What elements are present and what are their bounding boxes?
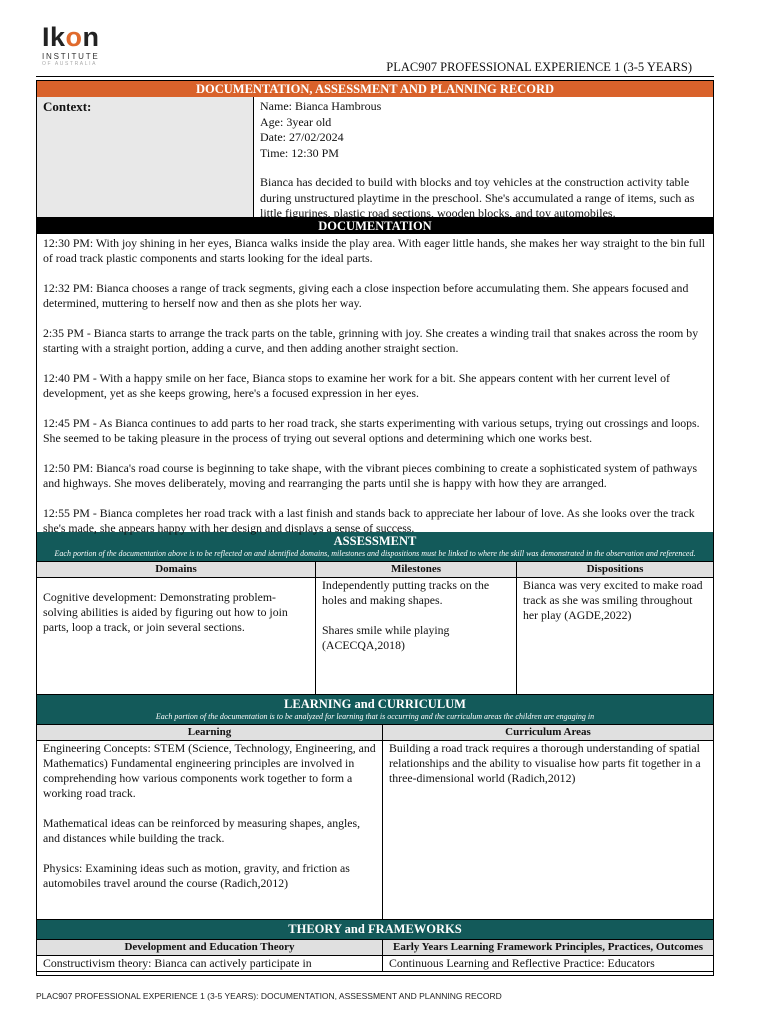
observation-entry: 12:32 PM: Bianca chooses a range of track segments, giving each a close inspection before accumulating them. She appears focused and determined, muttering to herself now and then as she plots her way.	[43, 281, 689, 310]
assessment-table	[37, 561, 713, 695]
assessment-title: ASSESSMENT	[333, 534, 417, 548]
milestones-header: Milestones	[316, 562, 517, 578]
theory-table	[37, 939, 713, 972]
assessment-header	[37, 532, 713, 561]
context-details	[254, 97, 713, 220]
observation-entry: 12:30 PM: With joy shining in her eyes, Bianca walks inside the play area. With eager little hands, she makes her way straight to the bin full of road track plastic components and starts looking for the ideal parts.	[43, 236, 706, 265]
context-section	[37, 97, 713, 218]
header-divider	[36, 76, 714, 77]
child-name: Name: Bianca Hambrous	[260, 99, 382, 113]
ikon-institute-logo	[42, 24, 100, 67]
dispositions-cell: Bianca was very excited to make road track as she was smiling throughout her play (AGDE,2022)	[517, 578, 714, 695]
context-description: Bianca has decided to build with blocks and toy vehicles at the construction activity table during unstructured playtime in the preschool. She's accumulated a range of items, such as little figurines, plastic road sections, wooden blocks, and toy automobiles.	[260, 175, 695, 220]
milestones-cell: Independently putting tracks on the holes and making shapes. Shares smile while playing (ACECQA,2018)	[316, 578, 517, 695]
documentation-body	[37, 234, 713, 535]
theory-column-header: Development and Education Theory	[37, 940, 383, 956]
observation-entry: 12:55 PM - Bianca completes her road track with a last finish and stands back to appreciate her labour of love. As she looks over the track she's made, she appears happy with her design and displays a sense of success.	[43, 506, 695, 535]
domains-cell: Cognitive development: Demonstrating problem-solving abilities is aided by figuring out how to join parts, loop a track, or join several sections.	[37, 578, 316, 695]
logo-subtitle: INSTITUTE	[42, 52, 100, 61]
theory-header	[37, 920, 713, 939]
eylf-cell: Continuous Learning and Reflective Practice: Educators	[383, 956, 714, 972]
observation-entry: 12:40 PM - With a happy smile on her face, Bianca stops to examine her work for a bit. She appears content with her current level of development, yet as she keeps growing, here's a focused expression in her eyes.	[43, 371, 670, 400]
learning-title: LEARNING and CURRICULUM	[284, 697, 466, 711]
learning-cell: Engineering Concepts: STEM (Science, Technology, Engineering, and Mathematics) Fundamental engineering principles are involved in comprehending how various components work together to form a working road track. Mathematical ideas can be reinforced by measuring shapes, angles, and distances while building the track. Physics: Examining ideas such as motion, gravity, and friction as automobiles travel around the course (Radich,2012)	[37, 741, 383, 920]
observation-entry: 12:50 PM: Bianca's road course is beginning to take shape, with the vibrant pieces combining to create a sophisticated system of pathways and highways. She moves deliberately, moving and rearranging the parts until she is happy with how they are arranged.	[43, 461, 698, 490]
logo-wordmark: Ikon	[42, 22, 100, 52]
learning-column-header: Learning	[37, 725, 383, 741]
dispositions-header: Dispositions	[517, 562, 714, 578]
assessment-instructions: Each portion of the documentation above is to be reflected on and identified domains, milestones and dispositions must be linked to where the skill was demonstrated in the observation and referenced.	[54, 549, 696, 558]
documentation-title: DOCUMENTATION	[37, 218, 713, 234]
eylf-column-header: Early Years Learning Framework Principles, Practices, Outcomes	[383, 940, 714, 956]
theory-cell: Constructivism theory: Bianca can actively participate in	[37, 956, 383, 972]
record-sheet	[36, 80, 714, 976]
curriculum-cell: Building a road track requires a thorough understanding of spatial relationships and the ability to visualise how parts fit together in a three-dimensional world (Radich,2012)	[383, 741, 714, 920]
page-header-title: PLAC907 PROFESSIONAL EXPERIENCE 1 (3-5 YEARS)	[386, 60, 692, 74]
curriculum-column-header: Curriculum Areas	[383, 725, 714, 741]
learning-instructions: Each portion of the documentation is to be analyzed for learning that is occurring and the curriculum areas the children are engaging in	[155, 712, 595, 721]
observation-date: Date: 27/02/2024	[260, 130, 344, 144]
observation-entry: 12:45 PM - As Bianca continues to add parts to her road track, she starts experimenting with various setups, trying out crossings and loops. She seemed to be taking pleasure in the process of trying out several options and determining which one works best.	[43, 416, 700, 445]
observation-time: Time: 12:30 PM	[260, 145, 339, 160]
record-title: DOCUMENTATION, ASSESSMENT AND PLANNING RECORD	[37, 81, 713, 97]
domains-header: Domains	[37, 562, 316, 578]
learning-table	[37, 724, 713, 920]
page-footer: PLAC907 PROFESSIONAL EXPERIENCE 1 (3-5 YEARS): DOCUMENTATION, ASSESSMENT AND PLANNING RECORD	[36, 991, 502, 1001]
learning-header	[37, 695, 713, 724]
theory-title: THEORY and FRAMEWORKS	[288, 922, 462, 936]
context-label: Context:	[37, 97, 254, 217]
logo-subtitle-small: OF AUSTRALIA	[42, 61, 98, 67]
child-age: Age: 3year old	[260, 114, 332, 129]
observation-entry: 2:35 PM - Bianca starts to arrange the track parts on the table, grinning with joy. She creates a winding trail that snakes across the room by starting with a straight portion, adding a curve, and then adding another straight section.	[43, 326, 699, 355]
